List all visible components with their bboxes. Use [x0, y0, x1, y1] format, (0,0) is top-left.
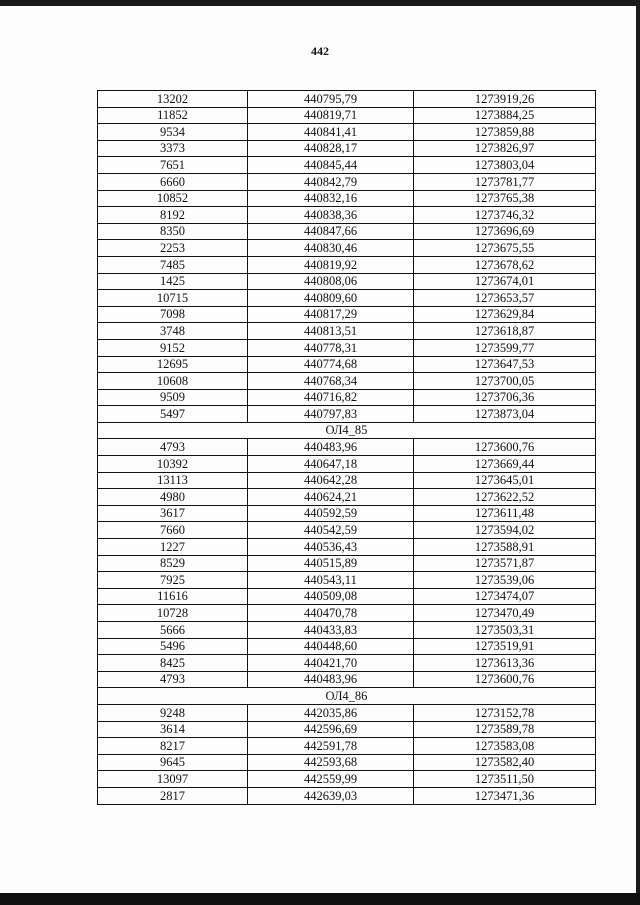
point-number-cell: 13202 — [98, 91, 248, 108]
table-row — [98, 456, 596, 473]
table-row — [98, 721, 596, 738]
x-coordinate-cell: 440509,08 — [248, 588, 414, 605]
point-number-cell: 10608 — [98, 373, 248, 390]
point-number-cell: 10392 — [98, 456, 248, 473]
x-coordinate-cell: 440795,79 — [248, 91, 414, 108]
section-header-row — [98, 688, 596, 705]
table-row — [98, 787, 596, 804]
point-number-cell: 1227 — [98, 539, 248, 556]
y-coordinate-cell: 1273781,77 — [414, 173, 596, 190]
table-row — [98, 91, 596, 108]
table-row — [98, 406, 596, 423]
x-coordinate-cell: 440592,59 — [248, 505, 414, 522]
section-header: ОЛ4_85 — [98, 422, 596, 439]
table-row — [98, 223, 596, 240]
x-coordinate-cell: 440830,46 — [248, 240, 414, 257]
table-row — [98, 738, 596, 755]
x-coordinate-cell: 440774,68 — [248, 356, 414, 373]
y-coordinate-cell: 1273152,78 — [414, 704, 596, 721]
table-row — [98, 522, 596, 539]
table-row — [98, 555, 596, 572]
point-number-cell: 7098 — [98, 306, 248, 323]
point-number-cell: 5666 — [98, 622, 248, 639]
y-coordinate-cell: 1273873,04 — [414, 406, 596, 423]
x-coordinate-cell: 440542,59 — [248, 522, 414, 539]
point-number-cell: 11616 — [98, 588, 248, 605]
point-number-cell: 9645 — [98, 754, 248, 771]
y-coordinate-cell: 1273884,25 — [414, 107, 596, 124]
y-coordinate-cell: 1273599,77 — [414, 339, 596, 356]
table-row — [98, 207, 596, 224]
table-row — [98, 638, 596, 655]
point-number-cell: 9534 — [98, 124, 248, 141]
y-coordinate-cell: 1273645,01 — [414, 472, 596, 489]
x-coordinate-cell: 440716,82 — [248, 389, 414, 406]
point-number-cell: 3373 — [98, 140, 248, 157]
point-number-cell: 5497 — [98, 406, 248, 423]
x-coordinate-cell: 440845,44 — [248, 157, 414, 174]
point-number-cell: 9509 — [98, 389, 248, 406]
table-row — [98, 622, 596, 639]
x-coordinate-cell: 440808,06 — [248, 273, 414, 290]
point-number-cell: 10852 — [98, 190, 248, 207]
point-number-cell: 8350 — [98, 223, 248, 240]
table-row — [98, 588, 596, 605]
x-coordinate-cell: 440841,41 — [248, 124, 414, 141]
point-number-cell: 12695 — [98, 356, 248, 373]
y-coordinate-cell: 1273669,44 — [414, 456, 596, 473]
x-coordinate-cell: 440433,83 — [248, 622, 414, 639]
y-coordinate-cell: 1273706,36 — [414, 389, 596, 406]
coordinates-table-body — [98, 91, 596, 805]
table-row — [98, 655, 596, 672]
y-coordinate-cell: 1273678,62 — [414, 256, 596, 273]
scan-edge-top — [0, 0, 640, 6]
x-coordinate-cell: 440536,43 — [248, 539, 414, 556]
table-row — [98, 240, 596, 257]
y-coordinate-cell: 1273696,69 — [414, 223, 596, 240]
y-coordinate-cell: 1273571,87 — [414, 555, 596, 572]
table-row — [98, 539, 596, 556]
y-coordinate-cell: 1273600,76 — [414, 439, 596, 456]
x-coordinate-cell: 442035,86 — [248, 704, 414, 721]
y-coordinate-cell: 1273474,07 — [414, 588, 596, 605]
point-number-cell: 7651 — [98, 157, 248, 174]
table-row — [98, 605, 596, 622]
section-header-row — [98, 422, 596, 439]
y-coordinate-cell: 1273600,76 — [414, 671, 596, 688]
point-number-cell: 9248 — [98, 704, 248, 721]
y-coordinate-cell: 1273613,36 — [414, 655, 596, 672]
y-coordinate-cell: 1273826,97 — [414, 140, 596, 157]
x-coordinate-cell: 440647,18 — [248, 456, 414, 473]
table-row — [98, 140, 596, 157]
y-coordinate-cell: 1273519,91 — [414, 638, 596, 655]
y-coordinate-cell: 1273471,36 — [414, 787, 596, 804]
point-number-cell: 1425 — [98, 273, 248, 290]
y-coordinate-cell: 1273675,55 — [414, 240, 596, 257]
table-row — [98, 273, 596, 290]
table-row — [98, 306, 596, 323]
table-row — [98, 157, 596, 174]
point-number-cell: 3617 — [98, 505, 248, 522]
x-coordinate-cell: 442559,99 — [248, 771, 414, 788]
table-row — [98, 290, 596, 307]
y-coordinate-cell: 1273859,88 — [414, 124, 596, 141]
y-coordinate-cell: 1273765,38 — [414, 190, 596, 207]
x-coordinate-cell: 440470,78 — [248, 605, 414, 622]
point-number-cell: 8217 — [98, 738, 248, 755]
x-coordinate-cell: 440847,66 — [248, 223, 414, 240]
y-coordinate-cell: 1273919,26 — [414, 91, 596, 108]
y-coordinate-cell: 1273629,84 — [414, 306, 596, 323]
point-number-cell: 4980 — [98, 489, 248, 506]
page-number: 442 — [311, 44, 329, 58]
x-coordinate-cell: 440543,11 — [248, 572, 414, 589]
x-coordinate-cell: 440797,83 — [248, 406, 414, 423]
point-number-cell: 10715 — [98, 290, 248, 307]
x-coordinate-cell: 440817,29 — [248, 306, 414, 323]
table-row — [98, 671, 596, 688]
point-number-cell: 9152 — [98, 339, 248, 356]
table-row — [98, 256, 596, 273]
scan-edge-right — [636, 0, 640, 905]
y-coordinate-cell: 1273589,78 — [414, 721, 596, 738]
table-row — [98, 173, 596, 190]
section-header: ОЛ4_86 — [98, 688, 596, 705]
y-coordinate-cell: 1273583,08 — [414, 738, 596, 755]
point-number-cell: 6660 — [98, 173, 248, 190]
x-coordinate-cell: 440819,92 — [248, 256, 414, 273]
y-coordinate-cell: 1273653,57 — [414, 290, 596, 307]
table-row — [98, 771, 596, 788]
x-coordinate-cell: 440832,16 — [248, 190, 414, 207]
table-row — [98, 107, 596, 124]
table-row — [98, 489, 596, 506]
x-coordinate-cell: 440768,34 — [248, 373, 414, 390]
point-number-cell: 4793 — [98, 439, 248, 456]
x-coordinate-cell: 440483,96 — [248, 671, 414, 688]
y-coordinate-cell: 1273611,48 — [414, 505, 596, 522]
point-number-cell: 7925 — [98, 572, 248, 589]
point-number-cell: 7485 — [98, 256, 248, 273]
y-coordinate-cell: 1273470,49 — [414, 605, 596, 622]
y-coordinate-cell: 1273582,40 — [414, 754, 596, 771]
y-coordinate-cell: 1273539,06 — [414, 572, 596, 589]
point-number-cell: 3614 — [98, 721, 248, 738]
x-coordinate-cell: 440483,96 — [248, 439, 414, 456]
x-coordinate-cell: 440421,70 — [248, 655, 414, 672]
y-coordinate-cell: 1273700,05 — [414, 373, 596, 390]
point-number-cell: 2253 — [98, 240, 248, 257]
table-row — [98, 389, 596, 406]
scan-edge-bottom — [0, 893, 640, 905]
table-row — [98, 373, 596, 390]
point-number-cell: 2817 — [98, 787, 248, 804]
x-coordinate-cell: 440813,51 — [248, 323, 414, 340]
point-number-cell: 10728 — [98, 605, 248, 622]
x-coordinate-cell: 442596,69 — [248, 721, 414, 738]
y-coordinate-cell: 1273803,04 — [414, 157, 596, 174]
y-coordinate-cell: 1273622,52 — [414, 489, 596, 506]
x-coordinate-cell: 440448,60 — [248, 638, 414, 655]
x-coordinate-cell: 442593,68 — [248, 754, 414, 771]
point-number-cell: 4793 — [98, 671, 248, 688]
x-coordinate-cell: 442591,78 — [248, 738, 414, 755]
x-coordinate-cell: 440624,21 — [248, 489, 414, 506]
table-row — [98, 323, 596, 340]
x-coordinate-cell: 440828,17 — [248, 140, 414, 157]
point-number-cell: 8529 — [98, 555, 248, 572]
table-row — [98, 190, 596, 207]
x-coordinate-cell: 440778,31 — [248, 339, 414, 356]
coordinates-table — [97, 90, 596, 805]
table-row — [98, 505, 596, 522]
y-coordinate-cell: 1273503,31 — [414, 622, 596, 639]
x-coordinate-cell: 440838,36 — [248, 207, 414, 224]
point-number-cell: 8425 — [98, 655, 248, 672]
x-coordinate-cell: 440515,89 — [248, 555, 414, 572]
table-row — [98, 439, 596, 456]
point-number-cell: 3748 — [98, 323, 248, 340]
y-coordinate-cell: 1273746,32 — [414, 207, 596, 224]
y-coordinate-cell: 1273647,53 — [414, 356, 596, 373]
table-row — [98, 754, 596, 771]
table-row — [98, 704, 596, 721]
y-coordinate-cell: 1273588,91 — [414, 539, 596, 556]
y-coordinate-cell: 1273511,50 — [414, 771, 596, 788]
x-coordinate-cell: 442639,03 — [248, 787, 414, 804]
x-coordinate-cell: 440642,28 — [248, 472, 414, 489]
table-row — [98, 356, 596, 373]
point-number-cell: 13097 — [98, 771, 248, 788]
x-coordinate-cell: 440842,79 — [248, 173, 414, 190]
y-coordinate-cell: 1273674,01 — [414, 273, 596, 290]
point-number-cell: 13113 — [98, 472, 248, 489]
x-coordinate-cell: 440809,60 — [248, 290, 414, 307]
table-row — [98, 124, 596, 141]
table-row — [98, 339, 596, 356]
y-coordinate-cell: 1273618,87 — [414, 323, 596, 340]
table-row — [98, 572, 596, 589]
point-number-cell: 8192 — [98, 207, 248, 224]
point-number-cell: 7660 — [98, 522, 248, 539]
x-coordinate-cell: 440819,71 — [248, 107, 414, 124]
y-coordinate-cell: 1273594,02 — [414, 522, 596, 539]
point-number-cell: 5496 — [98, 638, 248, 655]
point-number-cell: 11852 — [98, 107, 248, 124]
table-row — [98, 472, 596, 489]
